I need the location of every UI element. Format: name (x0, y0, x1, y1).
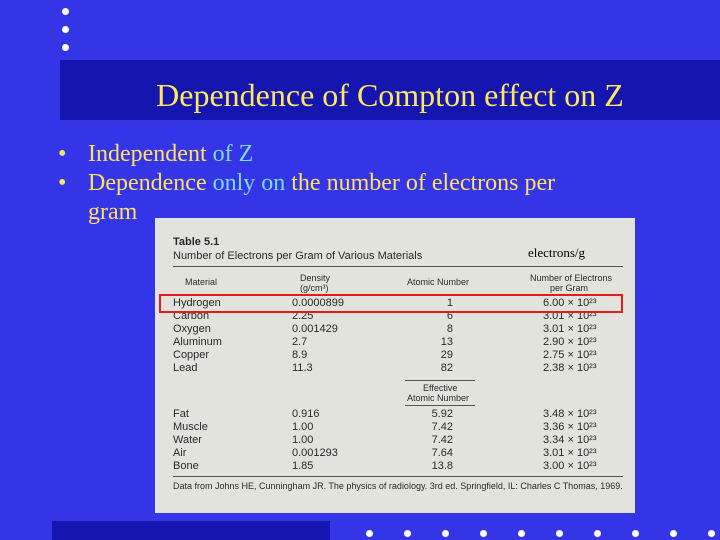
cell-material: Bone (173, 460, 199, 472)
slide-title: Dependence of Compton effect on Z (156, 77, 624, 113)
table-rule (173, 266, 623, 267)
deco-dot (518, 530, 525, 537)
table-rule (405, 405, 475, 406)
deco-dot (632, 530, 639, 537)
deco-dot (62, 8, 69, 15)
cell-electrons: 3.48 × 10²³ (543, 408, 597, 420)
cell-z: 7.42 (431, 421, 453, 433)
header-electrons: Number of Electrons (530, 273, 613, 283)
header-density-unit: (g/cm³) (300, 283, 329, 293)
cell-material: Carbon (173, 310, 210, 322)
cell-density: 1.00 (292, 434, 314, 446)
density-column-2 (292, 408, 338, 473)
bullet-text: the number of electrons per (291, 170, 556, 196)
cell-electrons: 3.00 × 10²³ (543, 460, 597, 472)
deco-dot (556, 530, 563, 537)
cell-z: 82 (440, 362, 453, 374)
deco-dot (366, 530, 373, 537)
cell-density: 11.3 (292, 362, 313, 374)
cell-z: 13 (440, 336, 453, 348)
bullet-text-highlight: of Z (212, 141, 254, 167)
bullet-text: Independent (88, 141, 213, 167)
cell-electrons: 3.01 × 10²³ (543, 447, 597, 459)
effective-z-column (417, 408, 453, 473)
cell-density: 1.85 (292, 460, 314, 472)
deco-dot (442, 530, 449, 537)
cell-density: 2.7 (292, 336, 308, 348)
bullet-mark: • (58, 141, 67, 167)
bottom-bar (52, 521, 330, 540)
deco-dot (62, 26, 69, 33)
cell-electrons: 6.00 × 10²³ (543, 297, 597, 309)
cell-material: Water (173, 434, 202, 446)
cell-density: 8.9 (292, 349, 308, 361)
cell-z: 29 (440, 349, 453, 361)
cell-z: 13.8 (431, 460, 453, 472)
header-material: Material (185, 277, 218, 287)
cell-density: 0.0000899 (292, 297, 344, 309)
cell-density: 0.001293 (292, 447, 338, 459)
cell-z: 7.42 (431, 434, 453, 446)
cell-material: Oxygen (173, 323, 211, 335)
deco-dot (480, 530, 487, 537)
bullet-mark: • (58, 170, 67, 196)
table-image (155, 218, 635, 513)
header-atomic-number: Atomic Number (407, 277, 470, 287)
bullet-text: Dependence (88, 170, 213, 196)
cell-electrons: 3.36 × 10²³ (543, 421, 597, 433)
cell-electrons: 3.34 × 10²³ (543, 434, 597, 446)
cell-material: Lead (173, 362, 198, 374)
deco-dot (594, 530, 601, 537)
electrons-per-gram-annotation: electrons/g (528, 245, 586, 260)
cell-material: Muscle (173, 421, 208, 433)
material-column-2 (173, 408, 208, 473)
deco-dot (62, 44, 69, 51)
electrons-column-2 (543, 408, 597, 473)
cell-z: 1 (446, 297, 453, 309)
cell-density: 2.25 (292, 310, 314, 322)
bullet-list (58, 140, 698, 227)
cell-z: 5.92 (431, 408, 453, 420)
effective-header-sub: Atomic Number (407, 393, 470, 403)
cell-electrons: 2.75 × 10²³ (543, 349, 597, 361)
table-rule (173, 476, 623, 477)
header-electrons-unit: per Gram (550, 283, 589, 293)
cell-material: Hydrogen (173, 297, 221, 309)
table-title: Table 5.1 (173, 236, 220, 248)
cell-z: 7.64 (431, 447, 453, 459)
deco-dot (708, 530, 715, 537)
cell-material: Aluminum (173, 336, 222, 348)
cell-material: Air (173, 447, 187, 459)
deco-dot (404, 530, 411, 537)
header-density: Density (300, 273, 331, 283)
cell-z: 6 (446, 310, 453, 322)
cell-density: 1.00 (292, 421, 314, 433)
cell-density: 0.916 (292, 408, 320, 420)
bullet-text-highlight: only on (212, 170, 292, 196)
bullet-text-continuation: gram (88, 199, 138, 225)
cell-electrons: 3.01 × 10²³ (543, 310, 597, 322)
effective-header: Effective (423, 383, 458, 393)
cell-material: Fat (173, 408, 189, 420)
table-source-note: Data from Johns HE, Cunningham JR. The physics of radiology. 3rd ed. Springfield, IL: Charles C Thomas, 1969. (173, 481, 623, 491)
cell-z: 8 (446, 323, 453, 335)
cell-electrons: 2.38 × 10²³ (543, 362, 597, 374)
deco-dot (670, 530, 677, 537)
cell-density: 0.001429 (292, 323, 338, 335)
table-subtitle: Number of Electrons per Gram of Various Materials (173, 250, 423, 262)
cell-electrons: 3.01 × 10²³ (543, 323, 597, 335)
cell-material: Copper (173, 349, 210, 361)
bullet-item (58, 140, 698, 169)
table-rule (405, 380, 475, 381)
cell-electrons: 2.90 × 10²³ (543, 336, 597, 348)
hydrogen-highlight-box (159, 294, 623, 313)
